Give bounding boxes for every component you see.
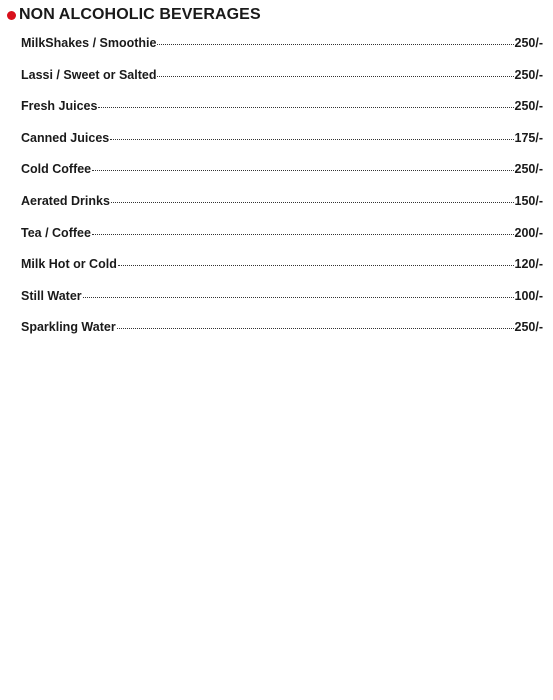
menu-item-name: Still Water [21,288,82,303]
menu-item-name: Aerated Drinks [21,193,110,208]
menu-item-name: Sparkling Water [21,320,116,335]
menu-item [21,257,543,289]
menu-item-price: 175/- [514,130,543,145]
menu-item-price: 250/- [514,99,543,114]
menu-item-list [21,36,543,352]
menu-item-name: MilkShakes / Smoothie [21,36,157,50]
section-heading [7,5,261,25]
menu-item [21,131,543,163]
menu-item-name: Fresh Juices [21,99,98,114]
dotted-leader [110,139,513,140]
dotted-leader [118,265,514,266]
dotted-leader [117,328,514,329]
dotted-leader [92,234,514,235]
menu-item [21,226,543,258]
menu-item-name: Tea / Coffee [21,225,91,240]
section-title: NON ALCOHOLIC BEVERAGES [19,6,261,23]
dotted-leader [98,107,513,108]
menu-item-name: Milk Hot or Cold [21,257,117,272]
menu-item [21,320,543,352]
dotted-leader [157,44,513,45]
menu-item [21,68,543,100]
dotted-leader [111,202,514,203]
menu-item [21,194,543,226]
menu-item [21,289,543,321]
menu-item-name: Lassi / Sweet or Salted [21,67,157,82]
menu-item-name: Canned Juices [21,130,110,145]
dotted-leader [92,170,513,171]
menu-item [21,162,543,194]
dotted-leader [83,297,514,298]
menu-item-name: Cold Coffee [21,162,92,177]
menu-item-price: 250/- [514,67,543,82]
menu-item-price: 150/- [514,193,543,208]
menu-item-price: 120/- [514,257,543,272]
menu-item-price: 250/- [514,162,543,177]
menu-item-price: 100/- [514,288,543,303]
menu-item [21,99,543,131]
dotted-leader [157,76,513,77]
red-bullet-icon [7,11,16,20]
menu-item [21,36,543,68]
menu-item-price: 200/- [514,225,543,240]
menu-item-price: 250/- [514,320,543,335]
menu-item-price: 250/- [514,36,543,50]
